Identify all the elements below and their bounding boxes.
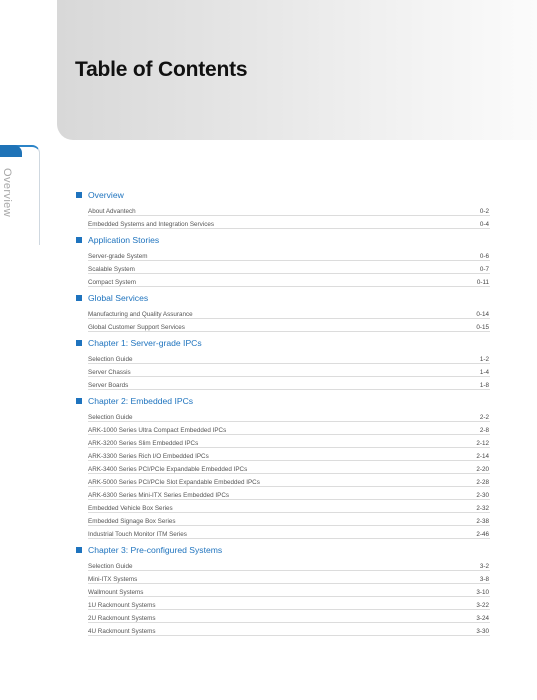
toc-section-heading[interactable]	[76, 291, 490, 304]
toc-entry-page-number: 0-4	[479, 220, 489, 228]
toc-entry-label: Mini-ITX Systems	[88, 575, 138, 583]
toc-entry-page-number: 0-7	[479, 265, 489, 273]
toc-section-heading[interactable]	[76, 394, 490, 407]
toc-entry-label: Server Chassis	[88, 368, 131, 376]
toc-section-heading[interactable]	[76, 336, 490, 349]
toc-entry[interactable]	[88, 409, 490, 422]
side-tab-label: Overview	[1, 168, 13, 218]
toc-entry[interactable]	[88, 597, 490, 610]
toc-section	[76, 336, 490, 390]
toc-section	[76, 188, 490, 229]
toc-entry[interactable]	[88, 526, 490, 539]
toc-entry[interactable]	[88, 610, 490, 623]
toc-entry-page-number: 2-20	[476, 465, 489, 473]
toc-entry-page-number: 2-12	[476, 439, 489, 447]
square-bullet-icon	[76, 192, 82, 198]
toc-entry-label: 2U Rackmount Systems	[88, 614, 156, 622]
toc-section	[76, 291, 490, 332]
toc-entry[interactable]	[88, 216, 490, 229]
toc-entry-label: Global Customer Support Services	[88, 323, 185, 331]
toc-entry[interactable]	[88, 513, 490, 526]
toc-entry[interactable]	[88, 435, 490, 448]
toc-entry-page-number: 2-8	[479, 426, 489, 434]
toc-entry-page-number: 1-8	[479, 381, 489, 389]
side-tab-accent	[0, 145, 22, 157]
toc-entry-page-number: 2-28	[476, 478, 489, 486]
toc-entry[interactable]	[88, 306, 490, 319]
toc-entry[interactable]	[88, 248, 490, 261]
toc-entry-label: Selection Guide	[88, 413, 133, 421]
toc-entry-label: ARK-6300 Series Mini-ITX Series Embedded IPCs	[88, 491, 230, 499]
toc-entry-page-number: 0-11	[476, 278, 489, 286]
toc-entry[interactable]	[88, 203, 490, 216]
toc-section-heading[interactable]	[76, 188, 490, 201]
toc-entry-page-number: 2-14	[476, 452, 489, 460]
toc-entry[interactable]	[88, 623, 490, 636]
toc-entry-label: Server-grade System	[88, 252, 148, 260]
toc-entry[interactable]	[88, 274, 490, 287]
toc-entry-label: Server Boards	[88, 381, 129, 389]
toc-entry-page-number: 2-30	[476, 491, 489, 499]
toc-section-title: Overview	[88, 189, 124, 200]
toc-entry[interactable]	[88, 474, 490, 487]
toc-entry-label: ARK-3300 Series Rich I/O Embedded IPCs	[88, 452, 209, 460]
toc-entry-page-number: 0-14	[476, 310, 489, 318]
toc-entry-page-number: 2-46	[476, 530, 489, 538]
toc-entry[interactable]	[88, 364, 490, 377]
square-bullet-icon	[76, 398, 82, 404]
toc-entry-page-number: 1-2	[479, 355, 489, 363]
toc-entry[interactable]	[88, 584, 490, 597]
toc-section-title: Chapter 2: Embedded IPCs	[88, 395, 194, 406]
table-of-contents	[76, 188, 490, 640]
toc-entry-page-number: 3-2	[479, 562, 489, 570]
toc-entry-label: ARK-1000 Series Ultra Compact Embedded IPCs	[88, 426, 227, 434]
toc-entry-label: Compact System	[88, 278, 136, 286]
toc-entry-page-number: 2-32	[476, 504, 489, 512]
square-bullet-icon	[76, 295, 82, 301]
toc-entry[interactable]	[88, 261, 490, 274]
toc-entry[interactable]	[88, 377, 490, 390]
toc-entry-label: Embedded Vehicle Box Series	[88, 504, 173, 512]
toc-entry-page-number: 3-8	[479, 575, 489, 583]
toc-entry-label: Selection Guide	[88, 562, 133, 570]
toc-section	[76, 394, 490, 539]
toc-entry-label: 1U Rackmount Systems	[88, 601, 156, 609]
toc-section	[76, 233, 490, 287]
square-bullet-icon	[76, 340, 82, 346]
toc-entry-label: About Advantech	[88, 207, 136, 215]
toc-entry-label: Embedded Systems and Integration Services	[88, 220, 215, 228]
toc-entry-page-number: 1-4	[479, 368, 489, 376]
toc-entry-label: Scalable System	[88, 265, 135, 273]
toc-entry-page-number: 2-38	[476, 517, 489, 525]
toc-entry[interactable]	[88, 422, 490, 435]
toc-entry-label: 4U Rackmount Systems	[88, 627, 156, 635]
toc-entry[interactable]	[88, 487, 490, 500]
toc-entry[interactable]	[88, 571, 490, 584]
toc-entry[interactable]	[88, 461, 490, 474]
toc-entry-page-number: 3-10	[476, 588, 489, 596]
toc-entry[interactable]	[88, 500, 490, 513]
square-bullet-icon	[76, 547, 82, 553]
toc-section-title: Application Stories	[88, 234, 160, 245]
toc-entry[interactable]	[88, 351, 490, 364]
toc-entry-page-number: 0-15	[476, 323, 489, 331]
toc-section-title: Global Services	[88, 292, 149, 303]
toc-section-title: Chapter 1: Server-grade IPCs	[88, 337, 202, 348]
toc-section-heading[interactable]	[76, 543, 490, 556]
toc-entry-label: ARK-3200 Series Slim Embedded IPCs	[88, 439, 199, 447]
toc-entry[interactable]	[88, 558, 490, 571]
toc-entry-page-number: 3-30	[476, 627, 489, 635]
toc-entry-label: Selection Guide	[88, 355, 133, 363]
page-title: Table of Contents	[75, 58, 248, 81]
toc-entry[interactable]	[88, 319, 490, 332]
toc-entry-label: ARK-3400 Series PCI/PCIe Expandable Embedded IPCs	[88, 465, 248, 473]
toc-entry-label: ARK-5000 Series PCI/PCIe Slot Expandable Embedded IPCs	[88, 478, 260, 486]
toc-entry-page-number: 0-6	[479, 252, 489, 260]
toc-entry-page-number: 0-2	[479, 207, 489, 215]
toc-section	[76, 543, 490, 636]
toc-entry-label: Industrial Touch Monitor ITM Series	[88, 530, 187, 538]
toc-entry-page-number: 2-2	[479, 413, 489, 421]
toc-entry[interactable]	[88, 448, 490, 461]
square-bullet-icon	[76, 237, 82, 243]
toc-section-heading[interactable]	[76, 233, 490, 246]
toc-section-title: Chapter 3: Pre-configured Systems	[88, 544, 223, 555]
toc-entry-label: Manufacturing and Quality Assurance	[88, 310, 193, 318]
toc-entry-page-number: 3-24	[476, 614, 489, 622]
toc-entry-label: Embedded Signage Box Series	[88, 517, 176, 525]
toc-entry-label: Wallmount Systems	[88, 588, 144, 596]
toc-entry-page-number: 3-22	[476, 601, 489, 609]
